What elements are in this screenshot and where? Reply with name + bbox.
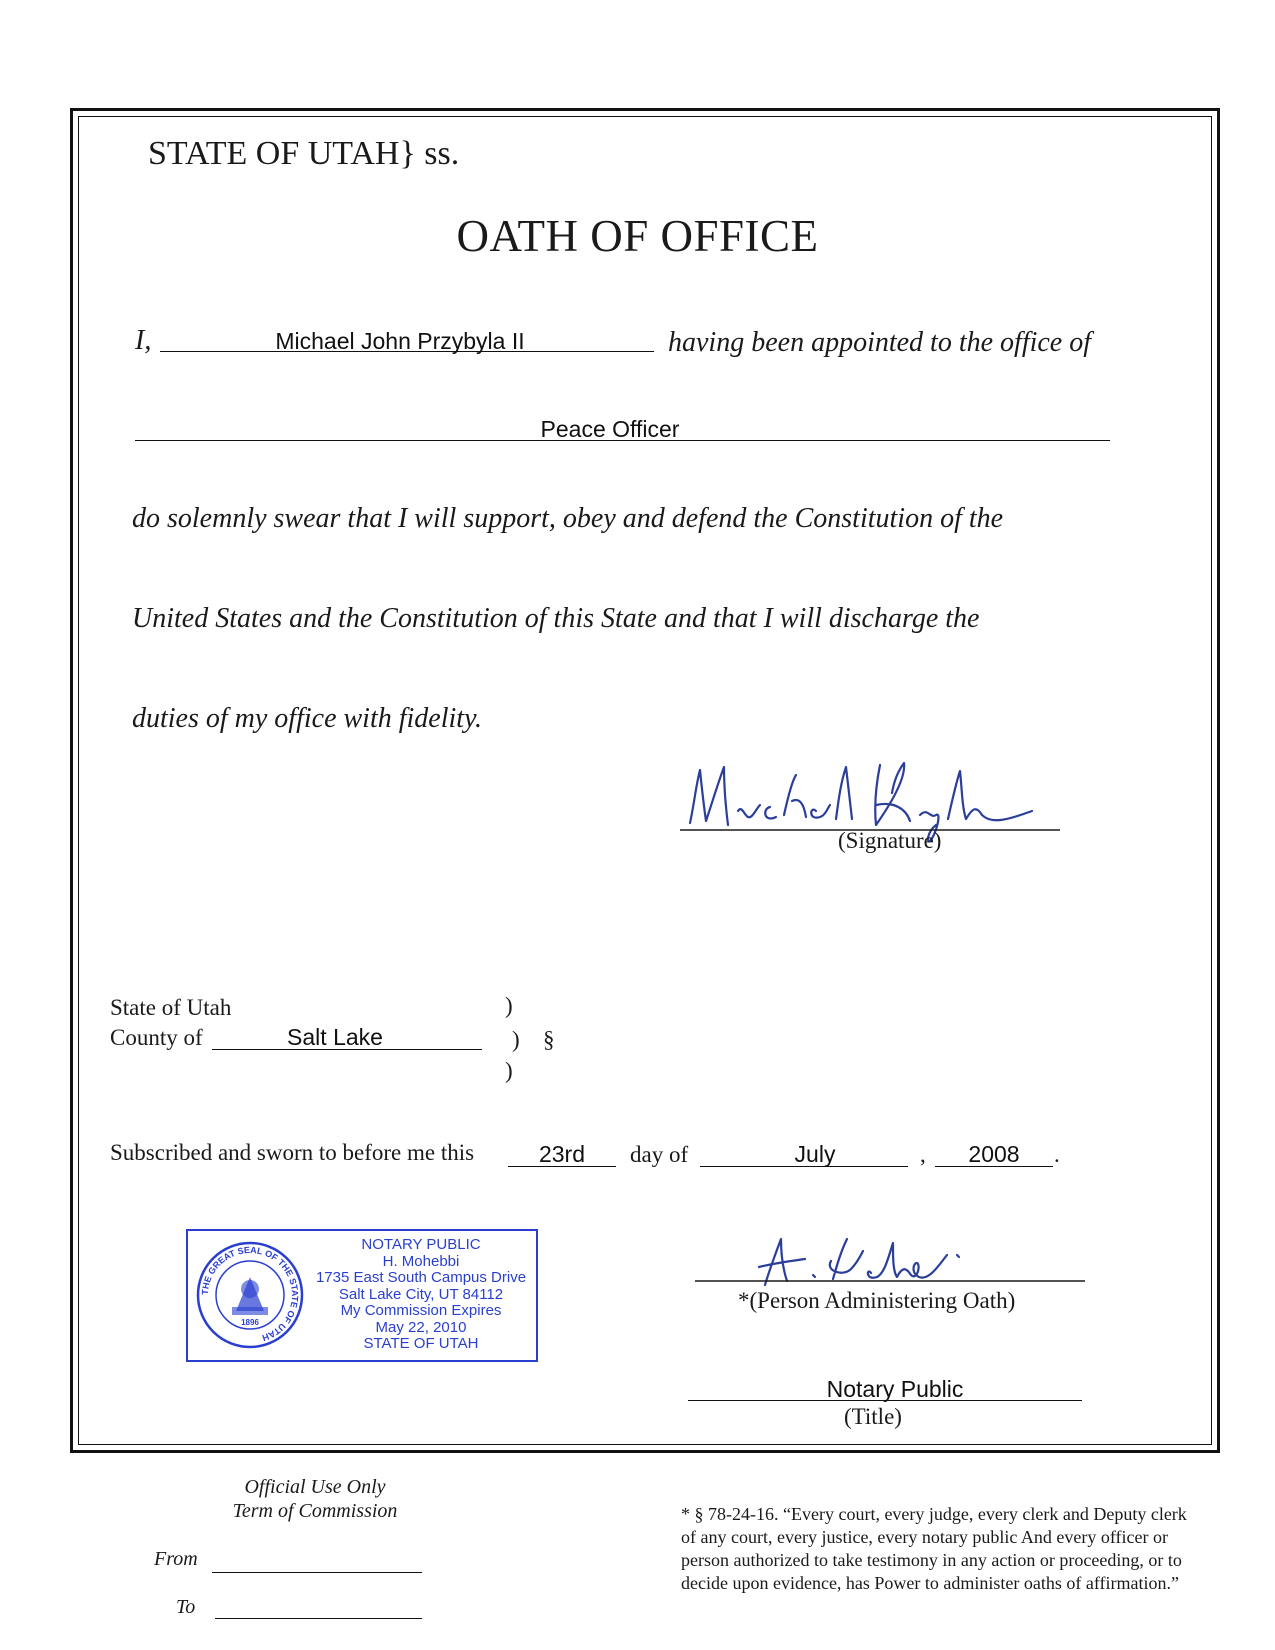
sworn-prefix: Subscribed and sworn to before me this: [110, 1140, 475, 1165]
venue-paren-1: ): [505, 993, 513, 1018]
county-label: County of: [110, 1025, 203, 1050]
office-value: Peace Officer: [540, 416, 680, 442]
stamp-line-1: NOTARY PUBLIC: [361, 1236, 481, 1253]
title-value: Notary Public: [826, 1376, 964, 1402]
notary-signature: [695, 1225, 1085, 1291]
officer-name-value: Michael John Przybyla II: [275, 328, 525, 354]
term-of-commission-heading: Term of Commission: [232, 1500, 398, 1522]
official-use-heading: Official Use Only: [244, 1476, 386, 1498]
title-caption: (Title): [844, 1404, 902, 1429]
stamp-line-6: May 22, 2010: [375, 1318, 467, 1336]
statute-footnote: * § 78-24-16. “Every court, every judge, every clerk and Deputy clerk of any court, every justice, every notary public And every officer or person authorized to take testimony in any action or proceeding, or to decide upon evidence, has Power to administer oaths of affirmation.”: [681, 1504, 1187, 1593]
month-value: July: [794, 1141, 836, 1167]
section-symbol: §: [543, 1027, 555, 1052]
administering-caption: *(Person Administering Oath): [738, 1288, 1016, 1313]
oath-line-2: United States and the Constitution of this State and that I will discharge the: [132, 603, 980, 634]
venue-paren-2: ): [512, 1027, 520, 1052]
oath-line-1: do solemnly swear that I will support, obey and defend the Constitution of the: [132, 503, 1004, 534]
to-label: To: [176, 1596, 196, 1618]
stamp-line-5: My Commission Expires: [340, 1302, 502, 1319]
day-of-label: day of: [630, 1142, 689, 1167]
stamp-line-3: 1735 East South Campus Drive: [315, 1269, 527, 1286]
date-period: .: [1054, 1142, 1060, 1167]
from-field[interactable]: [212, 1572, 422, 1573]
from-label: From: [154, 1548, 198, 1570]
date-comma: ,: [920, 1142, 926, 1167]
oath-intro: I,: [135, 325, 152, 356]
svg-text:THE GREAT SEAL OF THE STATE OF: THE GREAT SEAL OF THE STATE OF UTAH: [199, 1244, 301, 1344]
notary-stamp: [186, 1229, 538, 1362]
signature-caption: (Signature): [838, 828, 942, 853]
oath-line-3: duties of my office with fidelity.: [132, 703, 482, 734]
venue-heading: STATE OF UTAH} ss.: [148, 135, 460, 172]
document-title: OATH OF OFFICE: [456, 211, 819, 261]
stamp-line-2: H. Mohebbi: [382, 1252, 460, 1270]
stamp-line-4: Salt Lake City, UT 84112: [338, 1285, 504, 1303]
appointed-text: having been appointed to the office of: [668, 327, 1092, 358]
county-value: Salt Lake: [287, 1024, 383, 1050]
svg-text:1896: 1896: [241, 1318, 259, 1327]
state-seal-icon: [196, 1241, 304, 1349]
state-label: State of Utah: [110, 995, 232, 1020]
day-value: 23rd: [538, 1141, 586, 1167]
year-value: 2008: [968, 1141, 1020, 1167]
venue-paren-3: ): [505, 1058, 513, 1083]
to-field[interactable]: [215, 1618, 422, 1619]
stamp-line-7: STATE OF UTAH: [363, 1335, 479, 1352]
